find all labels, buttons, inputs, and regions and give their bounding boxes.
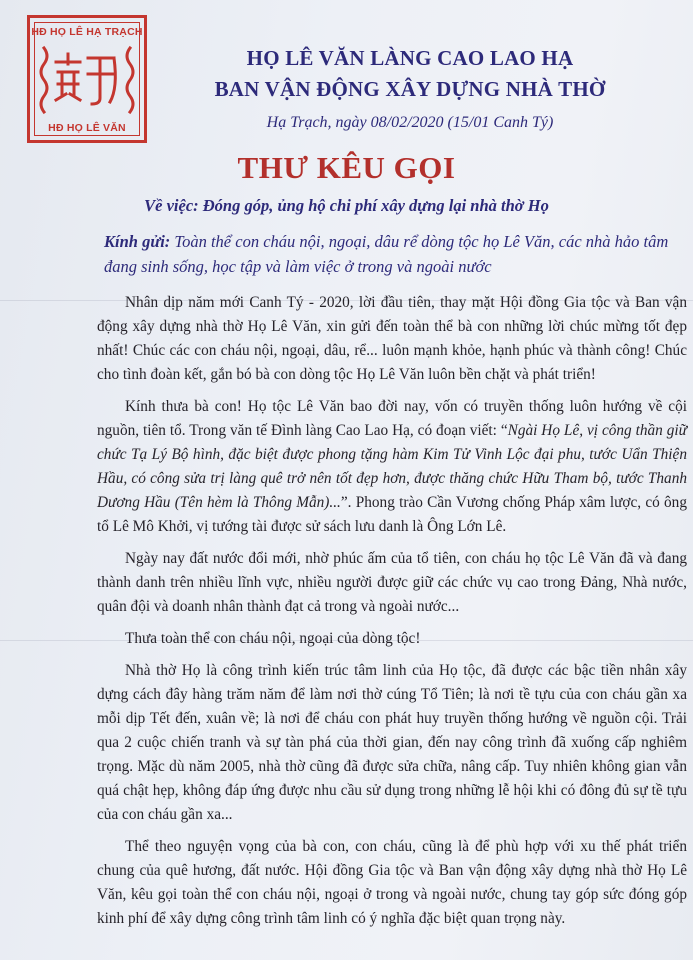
history-quote-text: Ngài Họ Lê, vị công thần giữ chức Tạ Lý Bộ hình, đặc biệt được phong tặng hàm Kim Tử Vinh Lộc đại phu, tước Uẩn Thiện Hầu, có công sửa trị làng quê trở nên tốt đẹp hơn, được thăng chức Hữu Tham bộ, tước Thanh Dương Hầu (Tên hèm là Thông Mẫn)...	[97, 422, 687, 511]
header-family-name: HỌ LÊ VĂN LÀNG CAO LAO HẠ	[246, 46, 574, 70]
history-intro-text: Kính thưa bà con! Họ tộc Lê Văn bao đời nay, vốn có truyền thống luôn hướng về cội nguồn, tiên tổ. Trong văn tế Đình làng Cao Lao Hạ, có đoạn viết: “	[97, 398, 687, 439]
history-outro-text: ”. Phong trào Cần Vương chống Pháp xâm lược, có ông tổ Lê Mô Khởi, vị tướng tài được sử sách lưu danh là Ông Lớn Lê.	[97, 494, 687, 535]
body-paragraph-appeal: Thể theo nguyện vọng của bà con, con cháu, cũng là để phù hợp với xu thế phát triển chung của quê hương, đất nước. Hội đồng Gia tộc và Ban vận động xây dựng nhà thờ Họ Lê Văn, kêu gọi toàn thể con cháu nội, ngoại ở trong và ngoài nước, chung tay góp sức đóng góp kinh phí để xây dựng công trình tâm linh có ý nghĩa đặc biệt quan trọng này.	[97, 838, 687, 927]
letter-subject: Về việc: Đóng góp, ủng hộ chi phí xây dựng lại nhà thờ Họ	[144, 196, 549, 215]
recipient-label: Kính gửi:	[104, 232, 171, 251]
letter-date: Hạ Trạch, ngày 08/02/2020 (15/01 Canh Tý)	[266, 114, 554, 131]
body-salutation: Thưa toàn thể con cháu nội, ngoại của dòng tộc!	[125, 630, 421, 647]
seal-top-text: HĐ HỌ LÊ HẠ TRẠCH	[31, 26, 143, 38]
letter-recipient	[104, 229, 679, 279]
family-seal-stamp	[27, 15, 147, 143]
recipient-text: Toàn thể con cháu nội, ngoại, dâu rể dòng tộc họ Lê Văn, các nhà hảo tâm đang sinh sống, học tập và làm việc ở trong và ngoài nước	[104, 232, 669, 276]
seal-bottom-text: HĐ HỌ LÊ VĂN	[48, 122, 126, 134]
body-paragraph-achievements: Ngày nay đất nước đổi mới, nhờ phúc ấm của tổ tiên, con cháu họ tộc Lê Văn đã và đang thành danh trên nhiều lĩnh vực, nhiều người được giữ các chức vụ cao trong Đảng, Nhà nước, quân đội và doanh nhân thành đạt cả trong và ngoài nước...	[97, 550, 687, 615]
seal-emblem-icon	[38, 44, 136, 120]
body-paragraph-temple: Nhà thờ Họ là công trình kiến trúc tâm linh của Họ tộc, đã được các bậc tiền nhân xây dựng cách đây hàng trăm năm để làm nơi thờ cúng Tổ Tiên; là nơi tề tựu của con cháu gần xa mỗi dịp Tết đến, xuân về; là nơi để cháu con phát huy truyền thống hướng về nguồn cội. Trải qua 2 cuộc chiến tranh và sự tàn phá của thời gian, đến nay công trình đã xuống cấp nghiêm trọng. Mặc dù năm 2005, nhà thờ cũng đã được sửa chữa, nâng cấp. Tuy nhiên không gian vẫn quá chật hẹp, không đáp ứng được nhu cầu sử dụng trong những lễ hội khi có đông đủ sự tề tựu của con cháu gần xa...	[97, 662, 687, 823]
header-committee-name: BAN VẬN ĐỘNG XÂY DỰNG NHÀ THỜ	[214, 77, 606, 101]
letter-body	[97, 291, 687, 939]
letter-title: THƯ KÊU GỌI	[237, 150, 456, 185]
body-paragraph-history	[97, 395, 687, 539]
body-paragraph-greeting: Nhân dịp năm mới Canh Tý - 2020, lời đầu tiên, thay mặt Hội đồng Gia tộc và Ban vận động xây dựng nhà thờ Họ Lê Văn, xin gửi đến toàn thể bà con những lời chúc mừng tốt đẹp nhất! Chúc các con cháu nội, ngoại, dâu, rể... luôn mạnh khỏe, hạnh phúc và thành công! Chúc cho tình đoàn kết, gắn bó bà con dòng tộc Họ Lê Văn luôn bền chặt và phát triển!	[97, 294, 687, 383]
